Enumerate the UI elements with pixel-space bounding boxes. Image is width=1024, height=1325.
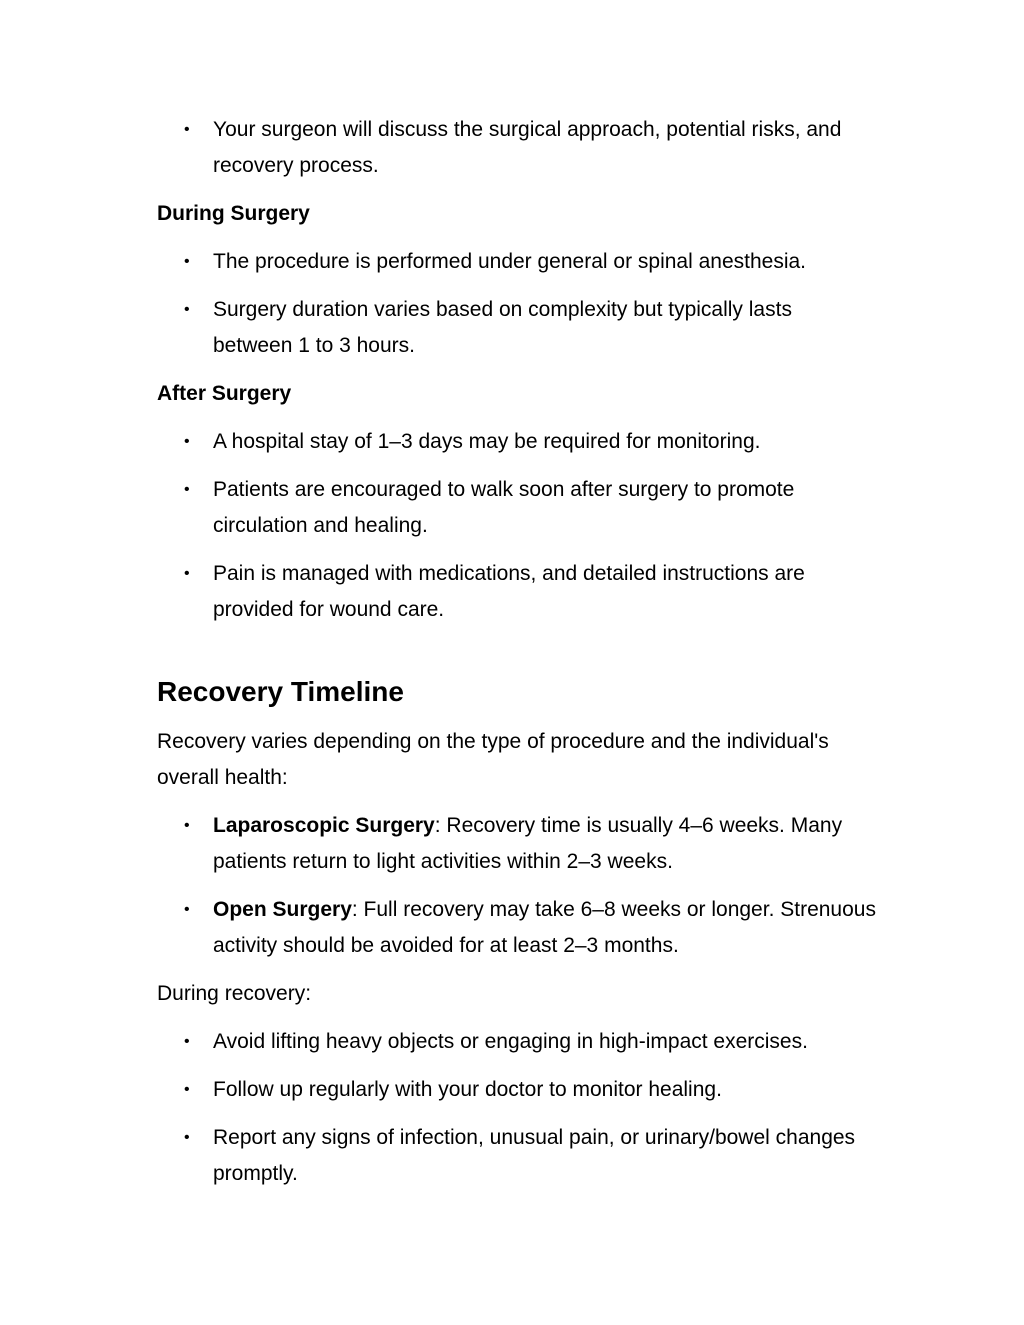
surgery-type-label: Open Surgery bbox=[213, 898, 352, 921]
during-recovery-label: During recovery: bbox=[157, 982, 312, 1005]
list-item bbox=[157, 472, 877, 544]
surgery-type-label: Laparoscopic Surgery bbox=[213, 814, 435, 837]
surgery-type-text: : Full recovery may take 6–8 weeks or longer. Strenuous activity should be avoided for at least 2–3 months. bbox=[213, 898, 876, 957]
during-surgery-heading: During Surgery bbox=[157, 202, 310, 225]
after-surgery-heading: After Surgery bbox=[157, 382, 292, 405]
list-item bbox=[157, 112, 877, 184]
list-item-text: Your surgeon will discuss the surgical approach, potential risks, and recovery process. bbox=[213, 118, 842, 177]
list-item-text: The procedure is performed under general or spinal anesthesia. bbox=[213, 250, 807, 273]
list-item-text: A hospital stay of 1–3 days may be required for monitoring. bbox=[213, 430, 761, 453]
recovery-tips-list bbox=[157, 1024, 877, 1192]
list-item-text: Report any signs of infection, unusual pain, or urinary/bowel changes promptly. bbox=[213, 1126, 856, 1185]
surgery-type-text: : Recovery time is usually 4–6 weeks. Many patients return to light activities within 2–3 weeks. bbox=[213, 814, 843, 873]
recovery-intro: Recovery varies depending on the type of procedure and the individual's overall health: bbox=[157, 730, 829, 789]
list-item bbox=[157, 1024, 877, 1060]
list-item-text: Patients are encouraged to walk soon after surgery to promote circulation and healing. bbox=[213, 478, 795, 537]
list-item bbox=[157, 244, 877, 280]
surgery-type-list bbox=[157, 808, 877, 964]
document-page bbox=[157, 112, 877, 1204]
list-item bbox=[157, 1120, 877, 1192]
list-item bbox=[157, 1072, 877, 1108]
list-item-text: Avoid lifting heavy objects or engaging in high-impact exercises. bbox=[213, 1030, 808, 1053]
list-item-text: Surgery duration varies based on complexity but typically lasts between 1 to 3 hours. bbox=[213, 298, 792, 357]
list-item bbox=[157, 292, 877, 364]
during-surgery-list bbox=[157, 244, 877, 364]
list-item bbox=[157, 808, 877, 880]
recovery-timeline-title: Recovery Timeline bbox=[157, 676, 404, 707]
pre-surgery-list bbox=[157, 112, 877, 184]
list-item-text: Follow up regularly with your doctor to monitor healing. bbox=[213, 1078, 722, 1101]
list-item bbox=[157, 892, 877, 964]
list-item bbox=[157, 556, 877, 628]
list-item bbox=[157, 424, 877, 460]
after-surgery-list bbox=[157, 424, 877, 628]
list-item-text: Pain is managed with medications, and detailed instructions are provided for wound care. bbox=[213, 562, 805, 621]
